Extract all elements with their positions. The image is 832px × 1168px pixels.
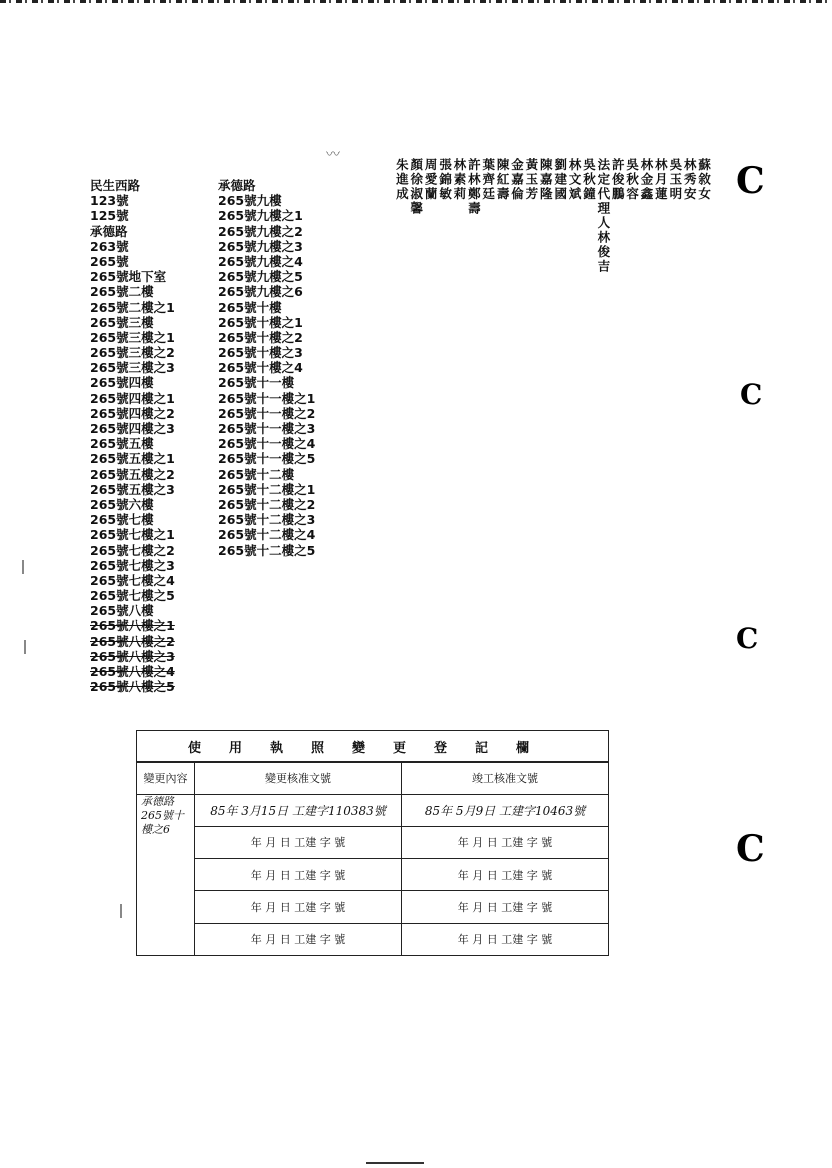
address-line: 265號七樓之2 [90, 542, 175, 558]
address-line: 265號十二樓 [218, 466, 295, 482]
owner-name: 周愛蘭 [423, 158, 439, 202]
address-line: 265號十一樓 [218, 375, 295, 391]
owner-name: 林月蓮 [653, 158, 669, 202]
address-line: 265號十樓 [218, 299, 282, 315]
address-line: 265號七樓之3 [90, 557, 175, 573]
owner-name: 吳秋鐘 [581, 158, 597, 202]
address-line: 265號八樓之4 [90, 664, 175, 679]
address-line: 265號四樓之3 [90, 421, 175, 436]
blank-completion-line: 年 月 日 工建 字 號 [402, 923, 609, 955]
address-line: 承德路 [90, 223, 128, 239]
blank-completion-line: 年 月 日 工建 字 號 [402, 859, 609, 891]
address-line: 265號九樓之3 [218, 238, 303, 254]
address-line: 265號四樓 [90, 375, 154, 391]
completion-approval-entry: 85年 5月9日 工建字10463號 [402, 794, 609, 826]
address-line: 265號九樓之6 [218, 284, 303, 300]
owner-name: 林秀安 [682, 158, 698, 202]
scan-smudge [120, 904, 122, 918]
owner-name: 吳玉明 [667, 158, 683, 202]
address-list-left [90, 178, 175, 694]
change-content-entry: 承德路 265號十樓之6 [137, 794, 195, 955]
owner-name: 許俊鵬 [610, 158, 626, 202]
address-line: 265號八樓 [90, 603, 154, 619]
change-approval-entry: 85年 3月15日 工建字110383號 [195, 794, 402, 826]
owner-name: 陳嘉隆 [538, 158, 554, 202]
address-line: 265號十二樓之4 [218, 527, 316, 543]
address-line: 265號七樓 [90, 512, 154, 528]
address-line: 265號九樓之5 [218, 269, 303, 285]
address-line: 265號十樓之4 [218, 360, 303, 376]
owner-name: 林素莉 [451, 158, 467, 202]
usage-license-change-register [136, 730, 609, 956]
address-line: 承德路 [218, 178, 256, 193]
address-line: 265號八樓之3 [90, 648, 175, 664]
address-list-right [218, 178, 315, 558]
owner-name: 劉建國 [552, 158, 568, 202]
owner-names-vertical [394, 158, 711, 578]
punch-hole-mark: C [736, 160, 765, 202]
owner-name: 顏徐淑馨 [408, 158, 424, 216]
address-line: 265號六樓 [90, 496, 154, 512]
owner-name: 蘇敘女 [696, 158, 712, 202]
address-line: 265號十二樓之2 [218, 496, 316, 512]
owner-name: 林文斌 [567, 158, 583, 202]
owner-name: 吳秋容 [624, 158, 640, 202]
blank-completion-line: 年 月 日 工建 字 號 [402, 891, 609, 923]
scan-smudge [24, 640, 26, 654]
blank-approval-line: 年 月 日 工建 字 號 [195, 891, 402, 923]
address-line: 265號三樓之1 [90, 329, 175, 345]
address-line: 265號十一樓之5 [218, 451, 316, 467]
punch-hole-mark: C [736, 828, 765, 870]
punch-hole-mark: C [736, 622, 759, 655]
address-line: 265號七樓之5 [90, 588, 175, 604]
punch-hole-mark: C [740, 378, 763, 411]
address-line: 123號 [90, 193, 129, 209]
register-title: 使用執照變更登記欄 [137, 731, 609, 763]
address-line: 265號十一樓之1 [218, 390, 316, 406]
owner-name: 法定代理人林俊吉 [595, 158, 611, 274]
address-line: 263號 [90, 238, 129, 254]
owner-name: 許林鄭壽 [466, 158, 482, 216]
completion-approval-header: 竣工核准文號 [402, 762, 609, 794]
page-footer-rule [366, 1162, 424, 1164]
owner-name: 葉齊廷 [480, 158, 496, 202]
address-line: 265號二樓 [90, 284, 154, 300]
owner-name: 朱進成 [394, 158, 410, 202]
address-line: 265號十一樓之2 [218, 405, 316, 421]
address-line: 民生西路 [90, 178, 141, 193]
change-content-header: 變更內容 [137, 762, 195, 794]
address-line: 265號七樓之4 [90, 572, 175, 588]
address-line: 265號 [90, 253, 129, 269]
pen-mark: 〰 [326, 147, 340, 163]
change-approval-header: 變更核准文號 [195, 762, 402, 794]
address-line: 265號九樓 [218, 193, 282, 209]
address-line: 265號十樓之1 [218, 314, 303, 330]
owner-name: 金嘉倫 [509, 158, 525, 202]
address-line: 265號四樓之1 [90, 390, 175, 406]
owner-name: 黃玉芳 [523, 158, 539, 202]
address-line: 265號十一樓之4 [218, 436, 316, 452]
address-line: 265號十樓之3 [218, 345, 303, 361]
address-line: 265號五樓之3 [90, 481, 175, 497]
address-line: 265號八樓之2 [90, 633, 175, 649]
blank-approval-line: 年 月 日 工建 字 號 [195, 923, 402, 955]
address-line: 265號十一樓之3 [218, 421, 316, 436]
address-line: 265號五樓之1 [90, 451, 175, 467]
address-line: 265號八樓之5 [90, 679, 175, 695]
address-line: 265號五樓 [90, 436, 154, 452]
address-line: 265號三樓 [90, 314, 154, 330]
address-line: 265號九樓之4 [218, 253, 303, 269]
address-line: 265號二樓之1 [90, 299, 175, 315]
scan-smudge [22, 560, 24, 574]
address-line: 265號九樓之1 [218, 208, 303, 224]
address-line: 265號十二樓之1 [218, 481, 316, 497]
address-line: 265號五樓之2 [90, 466, 175, 482]
owner-name: 張錦敏 [437, 158, 453, 202]
address-line: 265號十樓之2 [218, 329, 303, 345]
address-line: 125號 [90, 208, 129, 224]
address-line: 265號八樓之1 [90, 618, 175, 634]
address-line: 265號地下室 [90, 269, 167, 285]
address-line: 265號七樓之1 [90, 527, 175, 543]
address-line: 265號十二樓之5 [218, 542, 316, 558]
address-line: 265號十二樓之3 [218, 512, 316, 528]
address-line: 265號九樓之2 [218, 223, 303, 239]
owner-name: 林金鑫 [639, 158, 655, 202]
scan-top-edge [0, 0, 832, 3]
blank-approval-line: 年 月 日 工建 字 號 [195, 859, 402, 891]
blank-approval-line: 年 月 日 工建 字 號 [195, 826, 402, 858]
address-line: 265號三樓之3 [90, 360, 175, 376]
owner-name: 陳紅壽 [495, 158, 511, 202]
blank-completion-line: 年 月 日 工建 字 號 [402, 826, 609, 858]
address-line: 265號四樓之2 [90, 405, 175, 421]
address-line: 265號三樓之2 [90, 345, 175, 361]
